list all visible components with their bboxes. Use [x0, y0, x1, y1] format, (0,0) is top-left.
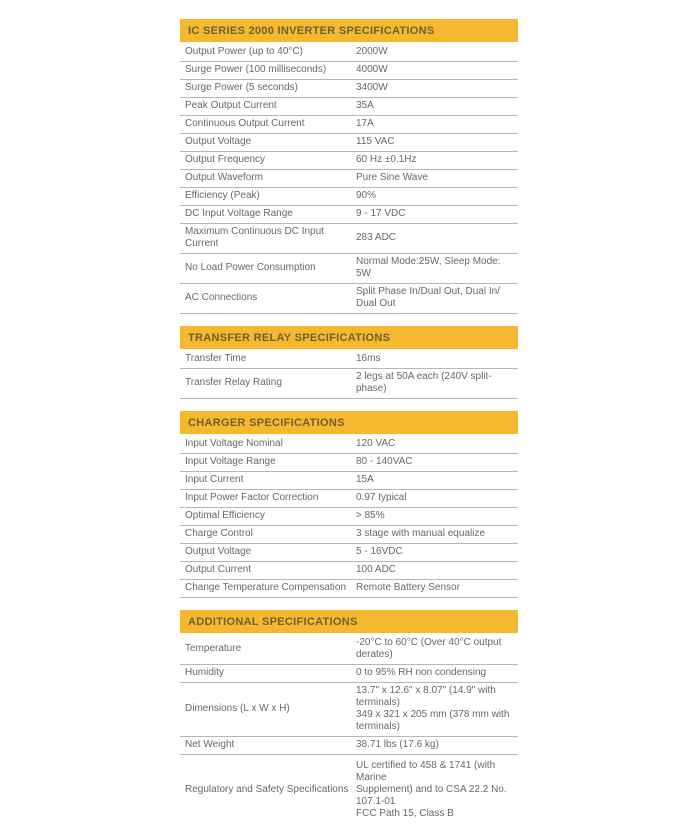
row-value — [356, 546, 518, 558]
row-value-line: 60 Hz ±0.1Hz — [356, 154, 417, 165]
table-row — [180, 254, 518, 284]
table-row — [180, 508, 518, 526]
row-value-line: 17A — [356, 118, 374, 129]
table-row — [180, 454, 518, 472]
row-value-line: 16ms — [356, 353, 381, 364]
table-row — [180, 683, 518, 737]
table-row — [180, 152, 518, 170]
row-label: Dimensions (L x W x H) — [185, 703, 290, 714]
row-value-line: 80 - 140VAC — [356, 456, 413, 467]
spec-section — [180, 411, 518, 598]
row-value — [356, 136, 518, 148]
row-value-line: Remote Battery Sensor — [356, 582, 460, 593]
section-title: CHARGER SPECIFICATIONS — [188, 417, 345, 429]
table-row — [180, 98, 518, 116]
table-row — [180, 635, 518, 665]
row-label: Regulatory and Safety Specifications — [185, 784, 349, 795]
table-row — [180, 562, 518, 580]
row-label: Output Voltage — [185, 136, 252, 147]
section-body — [180, 436, 518, 598]
row-value-line: Pure Sine Wave — [356, 172, 428, 183]
row-value-line: Split Phase In/Dual Out, Dual In/ Dual Out — [356, 286, 500, 309]
row-value-line: 3 stage with manual equalize — [356, 528, 485, 539]
row-label: Transfer Time — [185, 353, 247, 364]
row-label: Surge Power (100 milliseconds) — [185, 64, 327, 75]
row-value — [356, 582, 518, 594]
row-value-line: 100 ADC — [356, 564, 397, 575]
row-label: Net Weight — [185, 739, 235, 750]
table-row — [180, 755, 518, 825]
row-value-line: 9 - 17 VDC — [356, 208, 406, 219]
row-label: Continuous Output Current — [185, 118, 305, 129]
row-label: No Load Power Consumption — [185, 262, 316, 273]
row-value-line: 115 VAC — [356, 136, 395, 147]
section-body — [180, 351, 518, 399]
table-row — [180, 351, 518, 369]
row-value-line: 13.7" x 12.6" x 8.07" (14.9" with terminals) — [356, 685, 496, 708]
row-label: Input Voltage Nominal — [185, 438, 283, 449]
table-row — [180, 80, 518, 98]
table-row — [180, 62, 518, 80]
row-label: Change Temperature Compensation — [185, 582, 347, 593]
table-row — [180, 472, 518, 490]
row-value-line: -20°C to 60°C (Over 40°C output derates) — [356, 637, 502, 660]
table-row — [180, 170, 518, 188]
section-title: ADDITIONAL SPECIFICATIONS — [188, 616, 358, 628]
table-row — [180, 116, 518, 134]
row-value-line: Supplement) and to CSA 22.2 No. 107.1-01 — [356, 784, 507, 807]
row-value-line: Normal Mode:25W, Sleep Mode: 5W — [356, 256, 501, 279]
row-value — [356, 685, 518, 733]
row-value-line: 2 legs at 50A each (240V split-phase) — [356, 371, 492, 394]
row-value — [356, 232, 518, 244]
row-value — [356, 286, 518, 310]
row-value — [356, 438, 518, 450]
table-row — [180, 737, 518, 755]
row-label: Output Waveform — [185, 172, 263, 183]
section-header — [180, 610, 518, 633]
table-row — [180, 44, 518, 62]
row-value-line: 283 ADC — [356, 232, 397, 243]
row-value — [356, 667, 518, 679]
row-value — [356, 190, 518, 202]
row-value — [356, 353, 518, 365]
row-label: Maximum Continuous DC Input Current — [185, 226, 324, 249]
row-value-line: 35A — [356, 100, 374, 111]
row-label: Input Voltage Range — [185, 456, 276, 467]
section-header — [180, 19, 518, 42]
section-header — [180, 411, 518, 434]
row-label: Humidity — [185, 667, 224, 678]
row-value — [356, 172, 518, 184]
row-label: Optimal Efficiency — [185, 510, 265, 521]
row-value-line: 0.97 typical — [356, 492, 407, 503]
row-label: Surge Power (5 seconds) — [185, 82, 298, 93]
table-row — [180, 580, 518, 598]
row-value-line: 38.71 lbs (17.6 kg) — [356, 739, 439, 750]
row-value — [356, 256, 518, 280]
table-row — [180, 490, 518, 508]
row-value — [356, 528, 518, 540]
row-value — [356, 371, 518, 395]
row-value — [356, 564, 518, 576]
spec-section — [180, 610, 518, 825]
row-value — [356, 154, 518, 166]
spec-section — [180, 326, 518, 399]
row-value-line: 349 x 321 x 205 mm (378 mm with terminals) — [356, 709, 510, 732]
row-label: Output Power (up to 40°C) — [185, 46, 303, 57]
row-label: Efficiency (Peak) — [185, 190, 260, 201]
spec-sheet — [180, 19, 518, 837]
row-value — [356, 739, 518, 751]
row-label: DC Input Voltage Range — [185, 208, 293, 219]
row-value-line: 90% — [356, 190, 377, 201]
row-value — [356, 510, 518, 522]
table-row — [180, 544, 518, 562]
row-label: Charge Control — [185, 528, 253, 539]
row-label: Transfer Relay Rating — [185, 377, 282, 388]
row-value — [356, 637, 518, 661]
table-row — [180, 665, 518, 683]
section-title: IC SERIES 2000 INVERTER SPECIFICATIONS — [188, 25, 435, 37]
row-value — [356, 208, 518, 220]
row-label: AC Connections — [185, 292, 258, 303]
row-label: Temperature — [185, 643, 242, 654]
row-value — [356, 760, 518, 820]
row-value-line: UL certified to 458 & 1741 (with Marine — [356, 760, 496, 783]
table-row — [180, 284, 518, 314]
row-value-line: 0 to 95% RH non condensing — [356, 667, 487, 678]
section-header — [180, 326, 518, 349]
row-value — [356, 100, 518, 112]
row-value-line: 3400W — [356, 82, 388, 93]
row-label: Peak Output Current — [185, 100, 277, 111]
row-value — [356, 64, 518, 76]
row-value-line: 120 VAC — [356, 438, 396, 449]
row-value — [356, 492, 518, 504]
row-value — [356, 82, 518, 94]
table-row — [180, 369, 518, 399]
row-value — [356, 46, 518, 58]
row-value-line: 4000W — [356, 64, 388, 75]
section-body — [180, 635, 518, 825]
row-label: Input Current — [185, 474, 244, 485]
table-row — [180, 134, 518, 152]
row-label: Input Power Factor Correction — [185, 492, 319, 503]
table-row — [180, 206, 518, 224]
row-value-line: 5 - 16VDC — [356, 546, 403, 557]
table-row — [180, 436, 518, 454]
row-value-line: > 85% — [356, 510, 385, 521]
row-label: Output Voltage — [185, 546, 252, 557]
row-label: Output Current — [185, 564, 252, 575]
row-label: Output Frequency — [185, 154, 266, 165]
row-value — [356, 118, 518, 130]
table-row — [180, 526, 518, 544]
spec-section — [180, 19, 518, 314]
table-row — [180, 188, 518, 206]
table-row — [180, 224, 518, 254]
section-title: TRANSFER RELAY SPECIFICATIONS — [188, 332, 391, 344]
row-value — [356, 474, 518, 486]
row-value-line: 15A — [356, 474, 374, 485]
row-value-line: FCC Path 15, Class B — [356, 808, 454, 819]
row-value — [356, 456, 518, 468]
row-value-line: 2000W — [356, 46, 388, 57]
section-body — [180, 44, 518, 314]
